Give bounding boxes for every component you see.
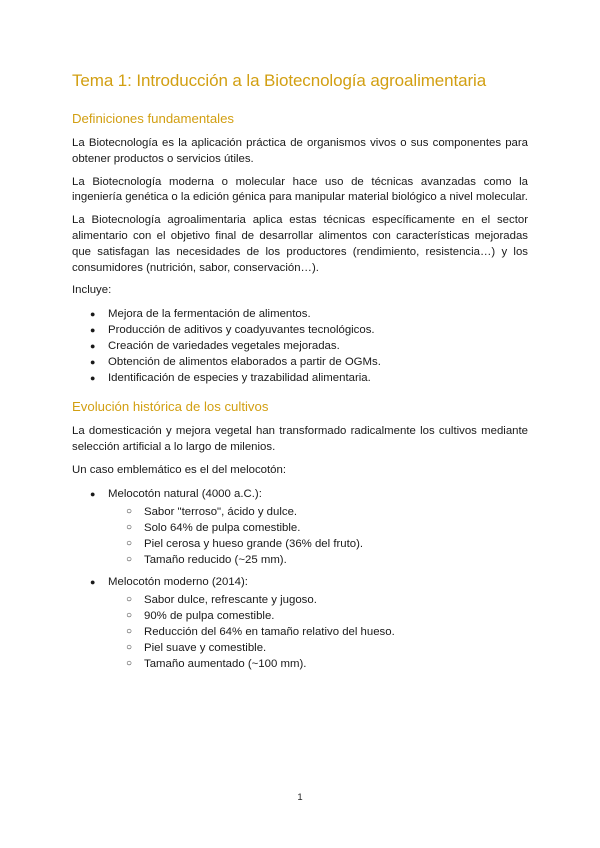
list-item: ● Mejora de la fermentación de alimentos. [72, 306, 528, 322]
sublist-moderno [72, 592, 528, 672]
melocoton-list [72, 486, 528, 502]
sublist-item: ○ 90% de pulpa comestible. [72, 608, 528, 624]
page-number: 1 [297, 792, 303, 803]
list-item-label: Melocotón natural (4000 a.C.): [108, 487, 262, 500]
section-heading-definiciones: Definiciones fundamentales [72, 111, 235, 126]
sublist-item: ○ Tamaño aumentado (~100 mm). [72, 656, 528, 672]
list-item-melocoton-natural [72, 486, 528, 502]
list-item: ● Producción de aditivos y coadyuvantes tecnológicos. [72, 322, 528, 338]
list-item: ● Obtención de alimentos elaborados a partir de OGMs. [72, 354, 528, 370]
sublist-item: ○ Reducción del 64% en tamaño relativo del hueso. [72, 624, 528, 640]
paragraph: Incluye: [72, 284, 112, 297]
list-item: ● Identificación de especies y trazabilidad alimentaria. [72, 370, 528, 386]
paragraph: La Biotecnología es la aplicación práctica de organismos vivos o sus componentes para obtener productos o servicios útiles. [72, 137, 528, 165]
melocoton-list-2 [72, 574, 528, 590]
list-item-label: Melocotón moderno (2014): [108, 575, 248, 588]
paragraph: La domesticación y mejora vegetal han transformado radicalmente los cultivos mediante selección artificial a lo largo de milenios. [72, 425, 528, 453]
paragraph: La Biotecnología moderna o molecular hace uso de técnicas avanzadas como la ingeniería genética o la edición génica para manipular material biológico a nivel molecular. [72, 175, 528, 204]
sublist-item: ○ Sabor "terroso", ácido y dulce. [72, 504, 528, 520]
section-heading-evolucion: Evolución histórica de los cultivos [72, 399, 269, 415]
sublist-item: ○ Piel cerosa y hueso grande (36% del fruto). [72, 536, 528, 552]
document-page [72, 68, 528, 678]
sublist-natural [72, 504, 528, 568]
sublist-item: ○ Piel suave y comestible. [72, 640, 528, 656]
sublist-item: ○ Solo 64% de pulpa comestible. [72, 520, 528, 536]
page-title: Tema 1: Introducción a la Biotecnología agroalimentaria [72, 71, 487, 90]
sublist-item: ○ Sabor dulce, refrescante y jugoso. [72, 592, 528, 608]
list-item-melocoton-moderno [72, 574, 528, 590]
list-item: ● Creación de variedades vegetales mejoradas. [72, 338, 528, 354]
paragraph: La Biotecnología agroalimentaria aplica estas técnicas específicamente en el sector alimentario con el objetivo final de desarrollar alimentos con características mejoradas que satisfagan las necesidades de los productores (rendimiento, resistencia…) y los consumidores (nutrición, sabor, conservación…). [72, 214, 528, 274]
sublist-item: ○ Tamaño reducido (~25 mm). [72, 552, 528, 568]
paragraph: Un caso emblemático es el del melocotón: [72, 463, 286, 476]
incluye-list [72, 306, 528, 386]
